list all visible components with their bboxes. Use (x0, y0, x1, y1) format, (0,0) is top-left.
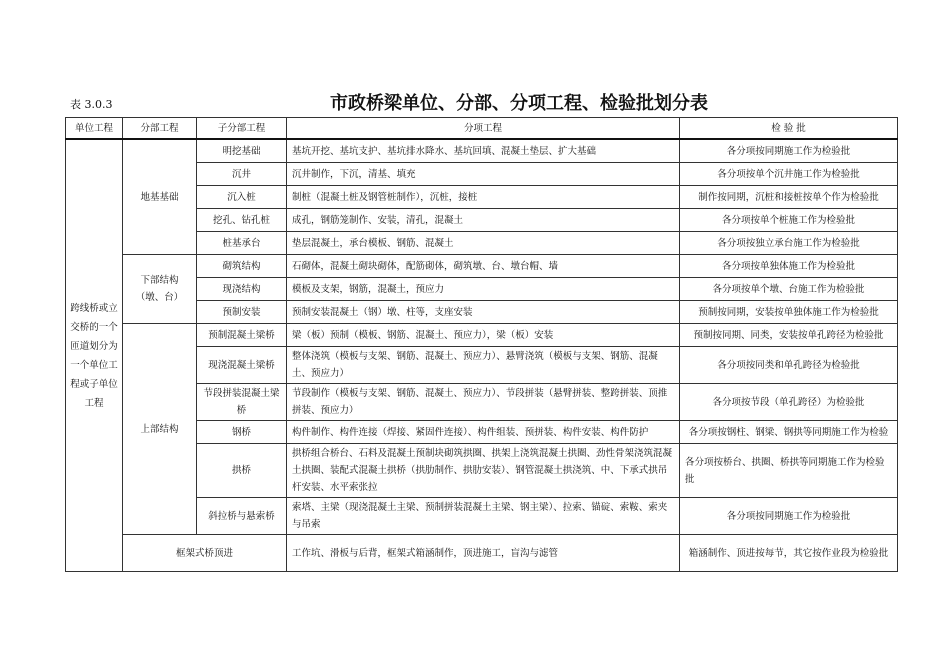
subdivision-cell: 挖孔、钻孔桩 (197, 209, 287, 232)
subdivision-cell: 现浇结构 (197, 278, 287, 301)
header-items: 分项工程 (287, 118, 680, 140)
table-row (66, 324, 898, 347)
batch-cell: 各分项按桥台、拱圈、桥拱等同期施工作为检验批 (680, 444, 898, 498)
items-cell: 节段制作（模板与支架、钢筋、混凝土、预应力）、节段拼装（悬臂拼装、整跨拼装、顶推拼装、预应力） (287, 384, 680, 421)
batch-cell: 各分项按钢柱、钢梁、钢拱等同期施工作为检验 (680, 421, 898, 444)
items-cell: 成孔，钢筋笼制作、安装，清孔，混凝土 (287, 209, 680, 232)
items-cell: 沉井制作，下沉，清基、填充 (287, 163, 680, 186)
table-number: 表 3.0.3 (70, 98, 113, 111)
items-cell: 模板及支架，钢筋，混凝土，预应力 (287, 278, 680, 301)
subdivision-cell: 钢桥 (197, 421, 287, 444)
items-cell: 基坑开挖、基坑支护、基坑排水降水、基坑回填、混凝土垫层、扩大基础 (287, 139, 680, 163)
items-cell: 整体浇筑（模板与支架、钢筋、混凝土、预应力）、悬臂浇筑（模板与支架、钢筋、混凝土、预应力） (287, 347, 680, 384)
division-table (65, 117, 898, 572)
batch-cell: 各分项按独立承台施工作为检验批 (680, 232, 898, 255)
batch-cell: 预制按同期、同类，安装按单孔跨径为检验批 (680, 324, 898, 347)
batch-cell: 各分项按单个沉井施工作为检验批 (680, 163, 898, 186)
subdivision-cell: 沉入桩 (197, 186, 287, 209)
subdivision-cell: 预制混凝土梁桥 (197, 324, 287, 347)
unit-project-cell: 跨线桥或立交桥的一个匝道划分为一个单位工程或子单位工程 (66, 139, 123, 572)
subdivision-cell: 预制安装 (197, 301, 287, 324)
division-substructure: 下部结构（墩、台） (123, 255, 197, 324)
batch-cell: 各分项按同期施工作为检验批 (680, 139, 898, 163)
page-title: 市政桥梁单位、分部、分项工程、检验批划分表 (330, 93, 708, 114)
items-cell: 拱桥组合桥台、石料及混凝土预制块砌筑拱圈、拱架上浇筑混凝土拱圈、劲性骨架浇筑混凝土拱圈、装配式混凝土拱桥（拱肋制作、拱肋安装）、钢管混凝土拱浇筑、中、下承式拱吊杆安装、水平索张拉 (287, 444, 680, 498)
header-subdivision: 子分部工程 (197, 118, 287, 140)
subdivision-cell: 现浇混凝土梁桥 (197, 347, 287, 384)
items-cell: 石砌体，混凝土砌块砌体，配筋砌体，砌筑墩、台、墩台帽、墙 (287, 255, 680, 278)
batch-cell: 各分项按单个桩施工作为检验批 (680, 209, 898, 232)
division-superstructure: 上部结构 (123, 324, 197, 535)
subdivision-cell: 拱桥 (197, 444, 287, 498)
items-cell: 垫层混凝土，承台模板、钢筋、混凝土 (287, 232, 680, 255)
items-cell: 制桩（混凝土桩及钢管桩制作），沉桩，接桩 (287, 186, 680, 209)
batch-cell: 各分项按同期施工作为检验批 (680, 498, 898, 535)
subdivision-cell: 沉井 (197, 163, 287, 186)
subdivision-cell: 砌筑结构 (197, 255, 287, 278)
header-unit: 单位工程 (66, 118, 123, 140)
items-cell: 梁（板）预制（模板、钢筋、混凝土、预应力），梁（板）安装 (287, 324, 680, 347)
items-cell: 索塔、主梁（现浇混凝土主梁、预制拼装混凝土主梁、钢主梁）、拉索、锚碇、索鞍、索夹与吊索 (287, 498, 680, 535)
batch-cell: 各分项按节段（单孔跨径）为检验批 (680, 384, 898, 421)
items-cell: 构件制作、构件连接（焊接、紧固件连接）、构件组装、预拼装、构件安装、构件防护 (287, 421, 680, 444)
subdivision-cell: 节段拼装混凝土梁桥 (197, 384, 287, 421)
subdivision-cell: 桩基承台 (197, 232, 287, 255)
subdivision-cell: 明挖基础 (197, 139, 287, 163)
batch-cell: 各分项按单个墩、台施工作为检验批 (680, 278, 898, 301)
header-division: 分部工程 (123, 118, 197, 140)
batch-cell: 各分项按同类和单孔跨径为检验批 (680, 347, 898, 384)
table-row (66, 255, 898, 278)
table-row (66, 139, 898, 163)
batch-cell: 制作按同期，沉桩和接桩按单个作为检验批 (680, 186, 898, 209)
header-batch: 检 验 批 (680, 118, 898, 140)
batch-cell: 箱涵制作、顶进按每节，其它按作业段为检验批 (680, 535, 898, 572)
items-cell: 预制安装混凝土（钢）墩、柱等，支座安装 (287, 301, 680, 324)
batch-cell: 预制按同期，安装按单独体施工作为检验批 (680, 301, 898, 324)
batch-cell: 各分项按单独体施工作为检验批 (680, 255, 898, 278)
items-cell: 工作坑、滑板与后背，框架式箱涵制作，顶进施工，盲沟与滤管 (287, 535, 680, 572)
table-header-row (66, 118, 898, 140)
table-row (66, 535, 898, 572)
division-foundation: 地基基础 (123, 139, 197, 255)
frame-bridge-cell: 框架式桥顶进 (123, 535, 287, 572)
subdivision-cell: 斜拉桥与悬索桥 (197, 498, 287, 535)
